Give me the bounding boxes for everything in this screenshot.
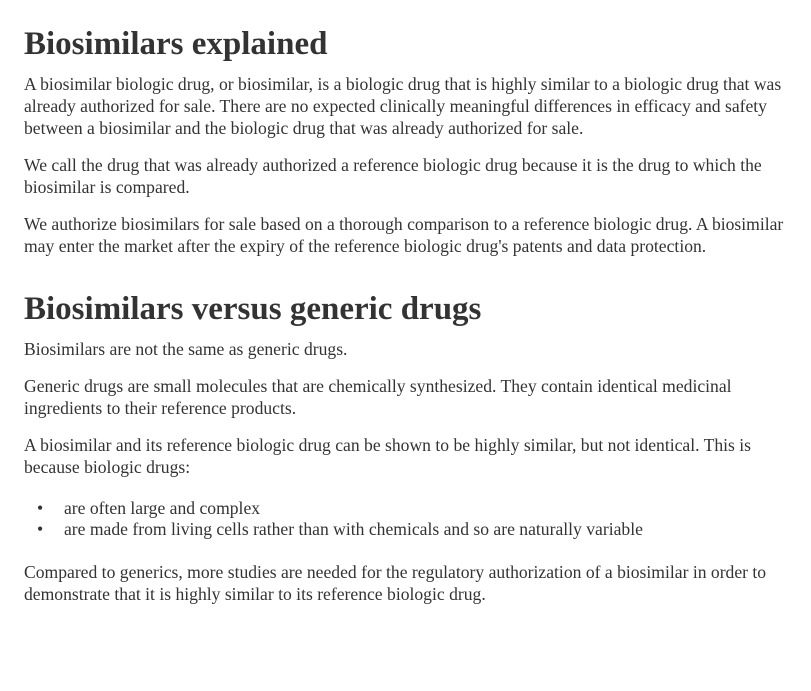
paragraph-generic-drugs: Generic drugs are small molecules that are chemically synthesized. They contain identical medicinal ingredients to their reference products. bbox=[24, 376, 732, 418]
section-heading-biosimilars-explained: Biosimilars explained bbox=[24, 26, 328, 62]
list-item bbox=[37, 519, 811, 540]
list-item-text: are often large and complex bbox=[64, 498, 261, 518]
paragraph-reference-drug: We call the drug that was already authorized a reference biologic drug because it is the drug to which the biosimilar is compared. bbox=[24, 155, 762, 197]
section-heading-biosimilars-vs-generics: Biosimilars versus generic drugs bbox=[24, 291, 482, 327]
bullet-icon: • bbox=[37, 498, 44, 518]
list-item-text: are made from living cells rather than with chemicals and so are naturally variable bbox=[64, 519, 643, 539]
list-item bbox=[37, 498, 811, 519]
bullet-icon: • bbox=[37, 519, 44, 539]
paragraph-definition: A biosimilar biologic drug, or biosimilar, is a biologic drug that is highly similar to a biologic drug that was already authorized for sale. There are no expected clinically meaningful differences in efficacy and safety between a biosimilar and the biologic drug that was already authorized for sale. bbox=[24, 74, 782, 138]
paragraph-authorization: We authorize biosimilars for sale based on a thorough comparison to a reference biologic drug. A biosimilar may enter the market after the expiry of the reference biologic drug's patents and data protection. bbox=[24, 214, 784, 256]
paragraph-highly-similar: A biosimilar and its reference biologic drug can be shown to be highly similar, but not identical. This is because biologic drugs: bbox=[24, 435, 752, 477]
biologic-reasons-list bbox=[24, 498, 811, 540]
paragraph-not-generic: Biosimilars are not the same as generic drugs. bbox=[24, 339, 348, 359]
paragraph-closing: Compared to generics, more studies are needed for the regulatory authorization of a biosimilar in order to demonstrate that it is highly similar to its reference biologic drug. bbox=[24, 562, 767, 604]
